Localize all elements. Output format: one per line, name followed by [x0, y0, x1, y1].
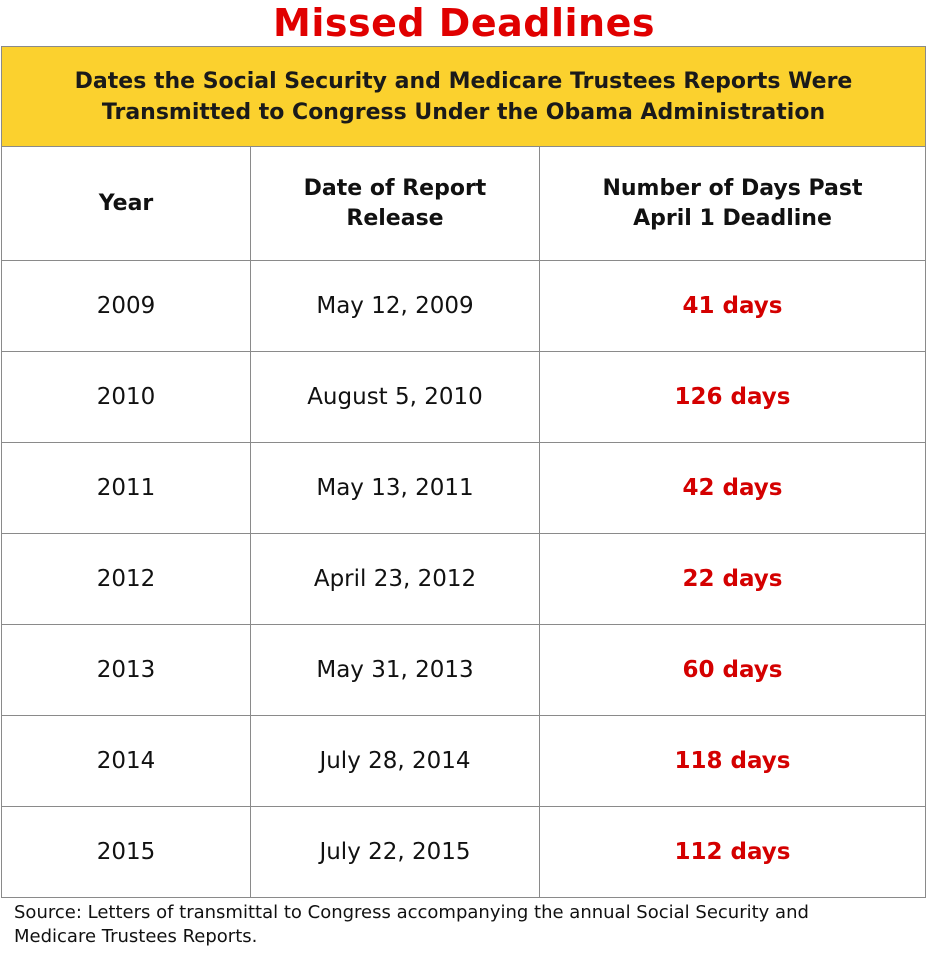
table-header-row [2, 147, 926, 261]
days-cell: 60 days [540, 625, 926, 716]
days-cell: 112 days [540, 807, 926, 898]
year-cell: 2013 [2, 625, 251, 716]
year-cell: 2015 [2, 807, 251, 898]
source-note [14, 901, 914, 949]
date-cell: July 28, 2014 [251, 716, 540, 807]
year-cell: 2010 [2, 352, 251, 443]
header-days-line-2: April 1 Deadline [633, 205, 832, 231]
date-cell: August 5, 2010 [251, 352, 540, 443]
header-date [251, 147, 540, 261]
table-row [2, 443, 926, 534]
header-days-line-1: Number of Days Past [602, 175, 863, 201]
date-cell: May 12, 2009 [251, 261, 540, 352]
header-date-line-1: Date of Report [303, 175, 487, 201]
table-row [2, 807, 926, 898]
days-cell: 22 days [540, 534, 926, 625]
year-cell: 2014 [2, 716, 251, 807]
banner-cell [2, 47, 926, 147]
days-cell: 126 days [540, 352, 926, 443]
table-row [2, 261, 926, 352]
page-title: Missed Deadlines [273, 1, 655, 45]
date-cell: April 23, 2012 [251, 534, 540, 625]
banner-line-1: Dates the Social Security and Medicare Trustees Reports Were [74, 68, 853, 94]
source-line-1: Source: Letters of transmittal to Congress accompanying the annual Social Security and [14, 902, 809, 923]
year-cell: 2011 [2, 443, 251, 534]
header-days [540, 147, 926, 261]
deadlines-table [1, 46, 926, 898]
banner-line-2: Transmitted to Congress Under the Obama Administration [101, 99, 826, 125]
days-cell: 42 days [540, 443, 926, 534]
header-year: Year [2, 147, 251, 261]
year-cell: 2012 [2, 534, 251, 625]
table-row [2, 625, 926, 716]
header-date-line-2: Release [346, 205, 444, 231]
date-cell: July 22, 2015 [251, 807, 540, 898]
date-cell: May 13, 2011 [251, 443, 540, 534]
date-cell: May 31, 2013 [251, 625, 540, 716]
table-row [2, 534, 926, 625]
table-row [2, 716, 926, 807]
source-line-2: Medicare Trustees Reports. [14, 926, 258, 947]
days-cell: 41 days [540, 261, 926, 352]
table-banner [2, 47, 926, 147]
days-cell: 118 days [540, 716, 926, 807]
table-row [2, 352, 926, 443]
year-cell: 2009 [2, 261, 251, 352]
